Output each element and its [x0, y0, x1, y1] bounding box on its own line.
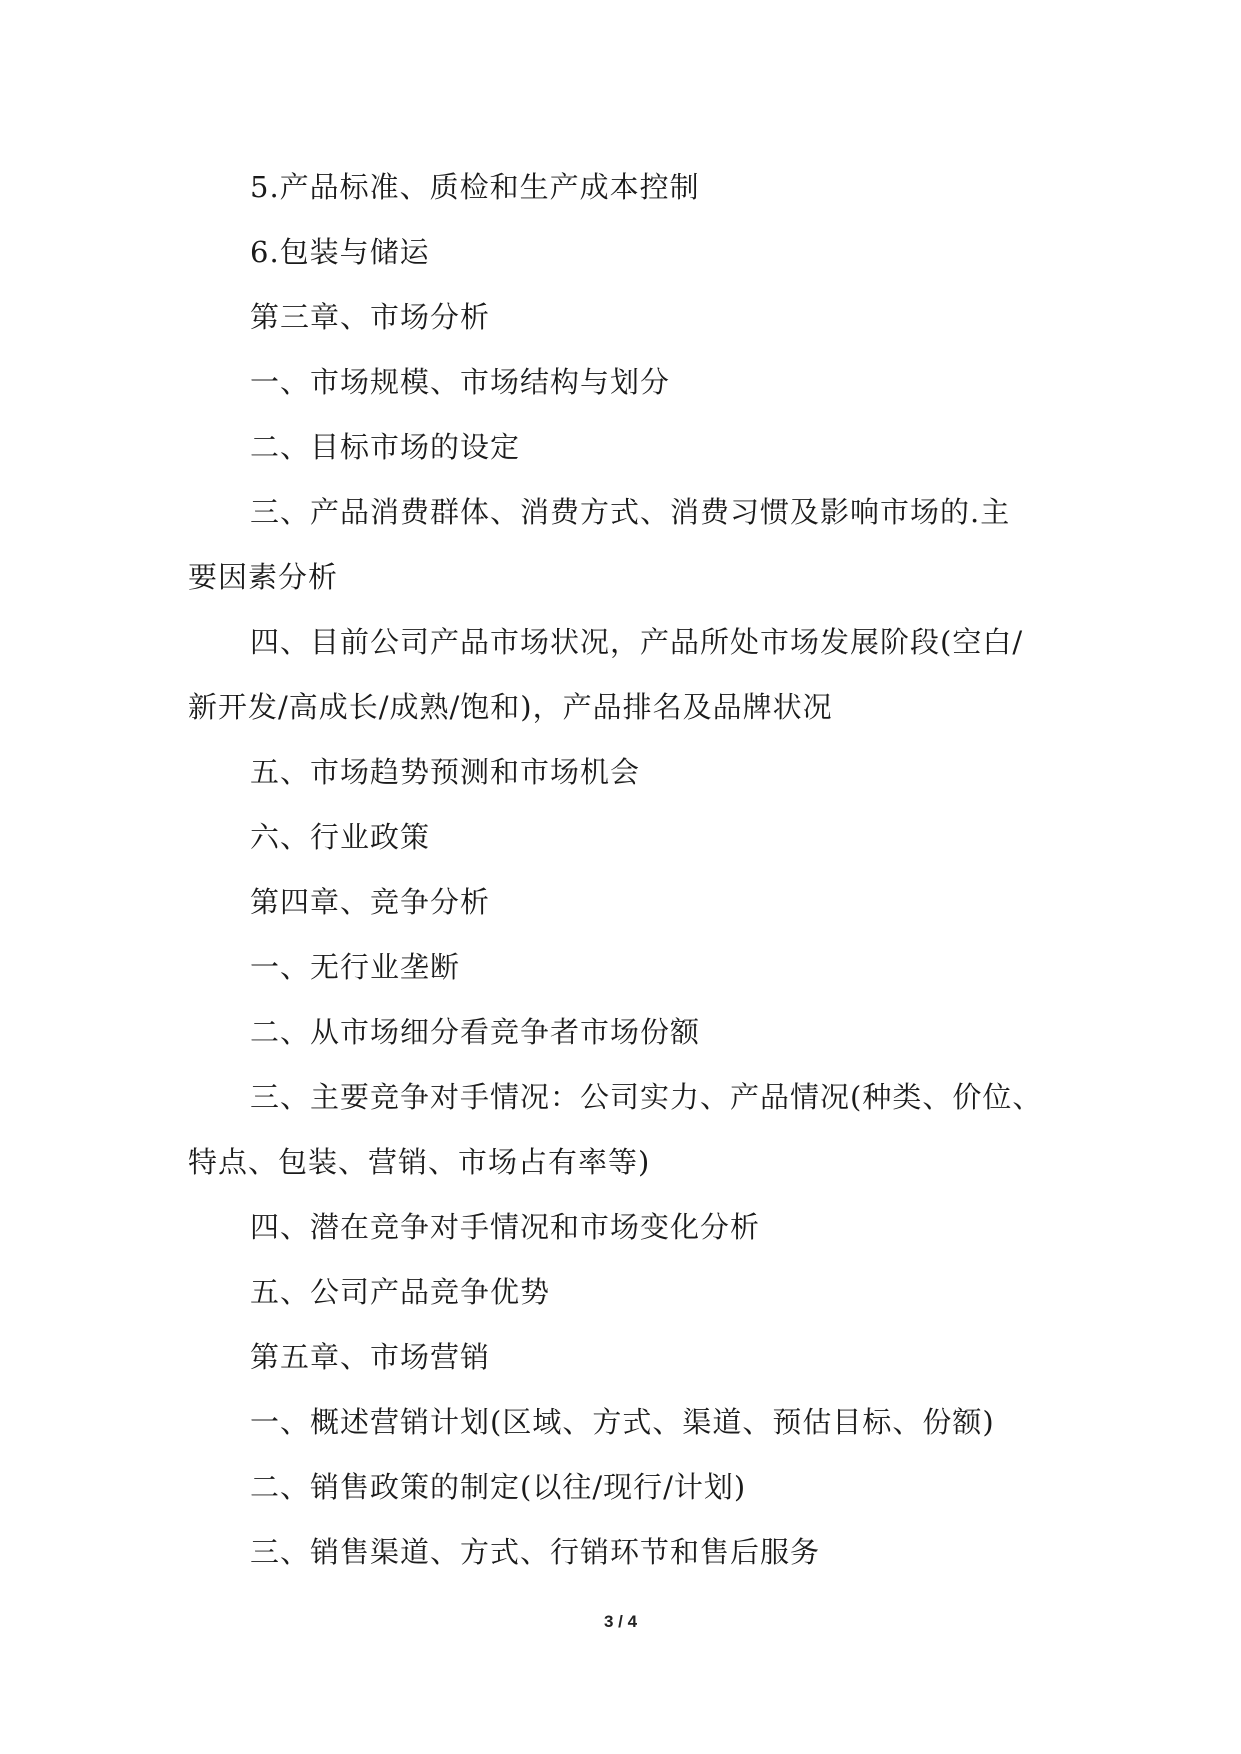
list-item: 一、市场规模、市场结构与划分	[250, 365, 671, 399]
chapter-heading: 第五章、市场营销	[250, 1340, 491, 1374]
list-item: 五、公司产品竞争优势	[250, 1275, 551, 1309]
list-item-continuation: 新开发/高成长/成熟/饱和)，产品排名及品牌状况	[188, 690, 833, 724]
list-item: 六、行业政策	[250, 820, 431, 854]
list-item: 二、销售政策的制定(以往/现行/计划)	[250, 1470, 747, 1504]
list-item: 6.包装与储运	[250, 235, 430, 269]
list-item: 一、概述营销计划(区域、方式、渠道、预估目标、份额)	[250, 1405, 995, 1439]
list-item: 三、销售渠道、方式、行销环节和售后服务	[250, 1535, 821, 1569]
list-item: 五、市场趋势预测和市场机会	[250, 755, 641, 789]
list-item: 一、无行业垄断	[250, 950, 461, 984]
list-item: 二、目标市场的设定	[250, 430, 521, 464]
chapter-heading: 第三章、市场分析	[250, 300, 491, 334]
chapter-heading: 第四章、竞争分析	[250, 885, 491, 919]
list-item: 二、从市场细分看竞争者市场份额	[250, 1015, 701, 1049]
document-body	[188, 155, 1088, 1585]
list-item: 四、潜在竞争对手情况和市场变化分析	[250, 1210, 761, 1244]
page-number: 3 / 4	[603, 1612, 638, 1631]
list-item-continuation: 特点、包装、营销、市场占有率等)	[188, 1145, 651, 1179]
list-item: 三、产品消费群体、消费方式、消费习惯及影响市场的.主	[250, 495, 1011, 529]
list-item-continuation: 要因素分析	[188, 560, 339, 594]
list-item: 四、目前公司产品市场状况，产品所处市场发展阶段(空白/	[250, 625, 1024, 659]
list-item: 5.产品标准、质检和生产成本控制	[250, 170, 700, 204]
list-item: 三、主要竞争对手情况：公司实力、产品情况(种类、价位、	[250, 1080, 1043, 1114]
